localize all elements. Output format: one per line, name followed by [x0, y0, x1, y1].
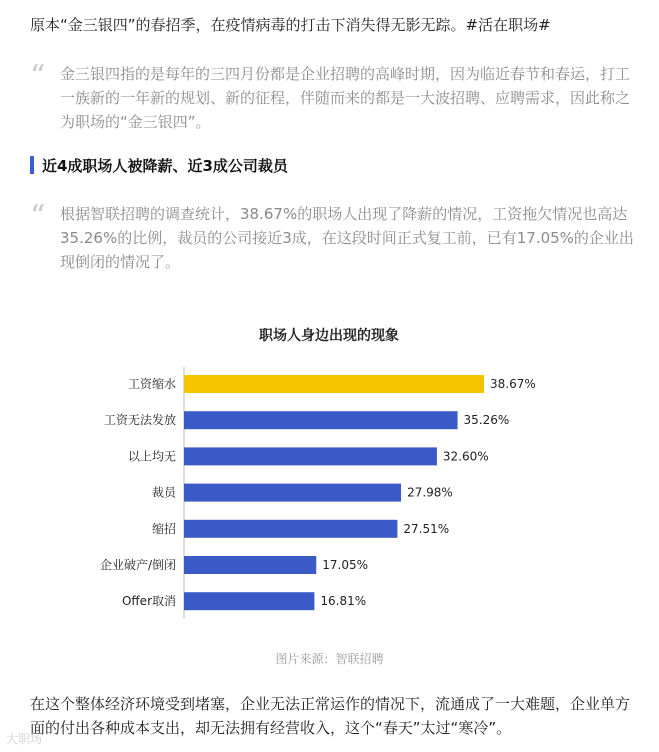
- chart-bar: [184, 411, 458, 429]
- bar-chart: [0, 320, 659, 680]
- quote-text: 根据智联招聘的调查统计，38.67%的职场人出现了降薪的情况，工资拖欠情况也高达35.26%的比例，裁员的公司接近3成，在这段时间正式复工前，已有17.05%的企业出现倒闭的情况了。: [60, 205, 634, 271]
- quote-block-2: [30, 199, 640, 274]
- value-label: 35.26%: [463, 413, 510, 428]
- category-label: 工资缩水: [127, 377, 176, 391]
- chart-bar: [184, 520, 397, 538]
- heading-accent-bar: [30, 156, 34, 174]
- value-label: 27.98%: [407, 485, 453, 500]
- quote-mark-icon: “: [30, 59, 46, 94]
- section-heading: [30, 155, 288, 175]
- category-label: 工资无法发放: [103, 413, 176, 428]
- quote-mark-icon: “: [30, 199, 46, 234]
- bar-chart-svg: [0, 320, 659, 650]
- watermark: 大职场: [6, 732, 43, 746]
- chart-bar: [184, 556, 316, 574]
- category-label: 缩招: [151, 521, 176, 536]
- category-label: 裁员: [151, 485, 176, 500]
- value-label: 27.51%: [403, 521, 450, 536]
- chart-bar: [184, 375, 484, 393]
- chart-title: 职场人身边出现的现象: [259, 328, 399, 344]
- value-label: 32.60%: [442, 449, 489, 464]
- image-caption: 图片来源：智联招聘: [275, 652, 384, 666]
- section-heading-text: 近4成职场人被降薪、近3成公司裁员: [42, 156, 288, 175]
- chart-bar: [184, 592, 314, 610]
- value-label: 38.67%: [490, 377, 536, 391]
- chart-bar: [184, 447, 437, 465]
- category-label: Offer取消: [121, 594, 176, 609]
- closing-paragraph: 在这个整体经济环境受到堵塞，企业无法正常运作的情况下，流通成了一大难题，企业单方面的付出各种成本支出，却无法拥有经营收入，这个“春天”太过“寒冷”。: [30, 695, 631, 737]
- chart-bar: [184, 484, 401, 502]
- quote-block-1: [30, 59, 640, 134]
- value-label: 16.81%: [320, 594, 367, 609]
- category-label: 企业破产/倒闭: [99, 558, 176, 572]
- quote-text: 金三银四指的是每年的三四月份都是企业招聘的高峰时期，因为临近春节和春运，打工一族新的一年新的规划、新的征程，伴随而来的都是一大波招聘、应聘需求，因此称之为职场的“金三银四”。: [60, 65, 631, 131]
- category-label: 以上均无: [127, 449, 176, 464]
- intro-paragraph: 原本“金三银四”的春招季，在疫情病毒的打击下消失得无影无踪。#活在职场#: [30, 16, 551, 34]
- value-label: 17.05%: [322, 558, 369, 572]
